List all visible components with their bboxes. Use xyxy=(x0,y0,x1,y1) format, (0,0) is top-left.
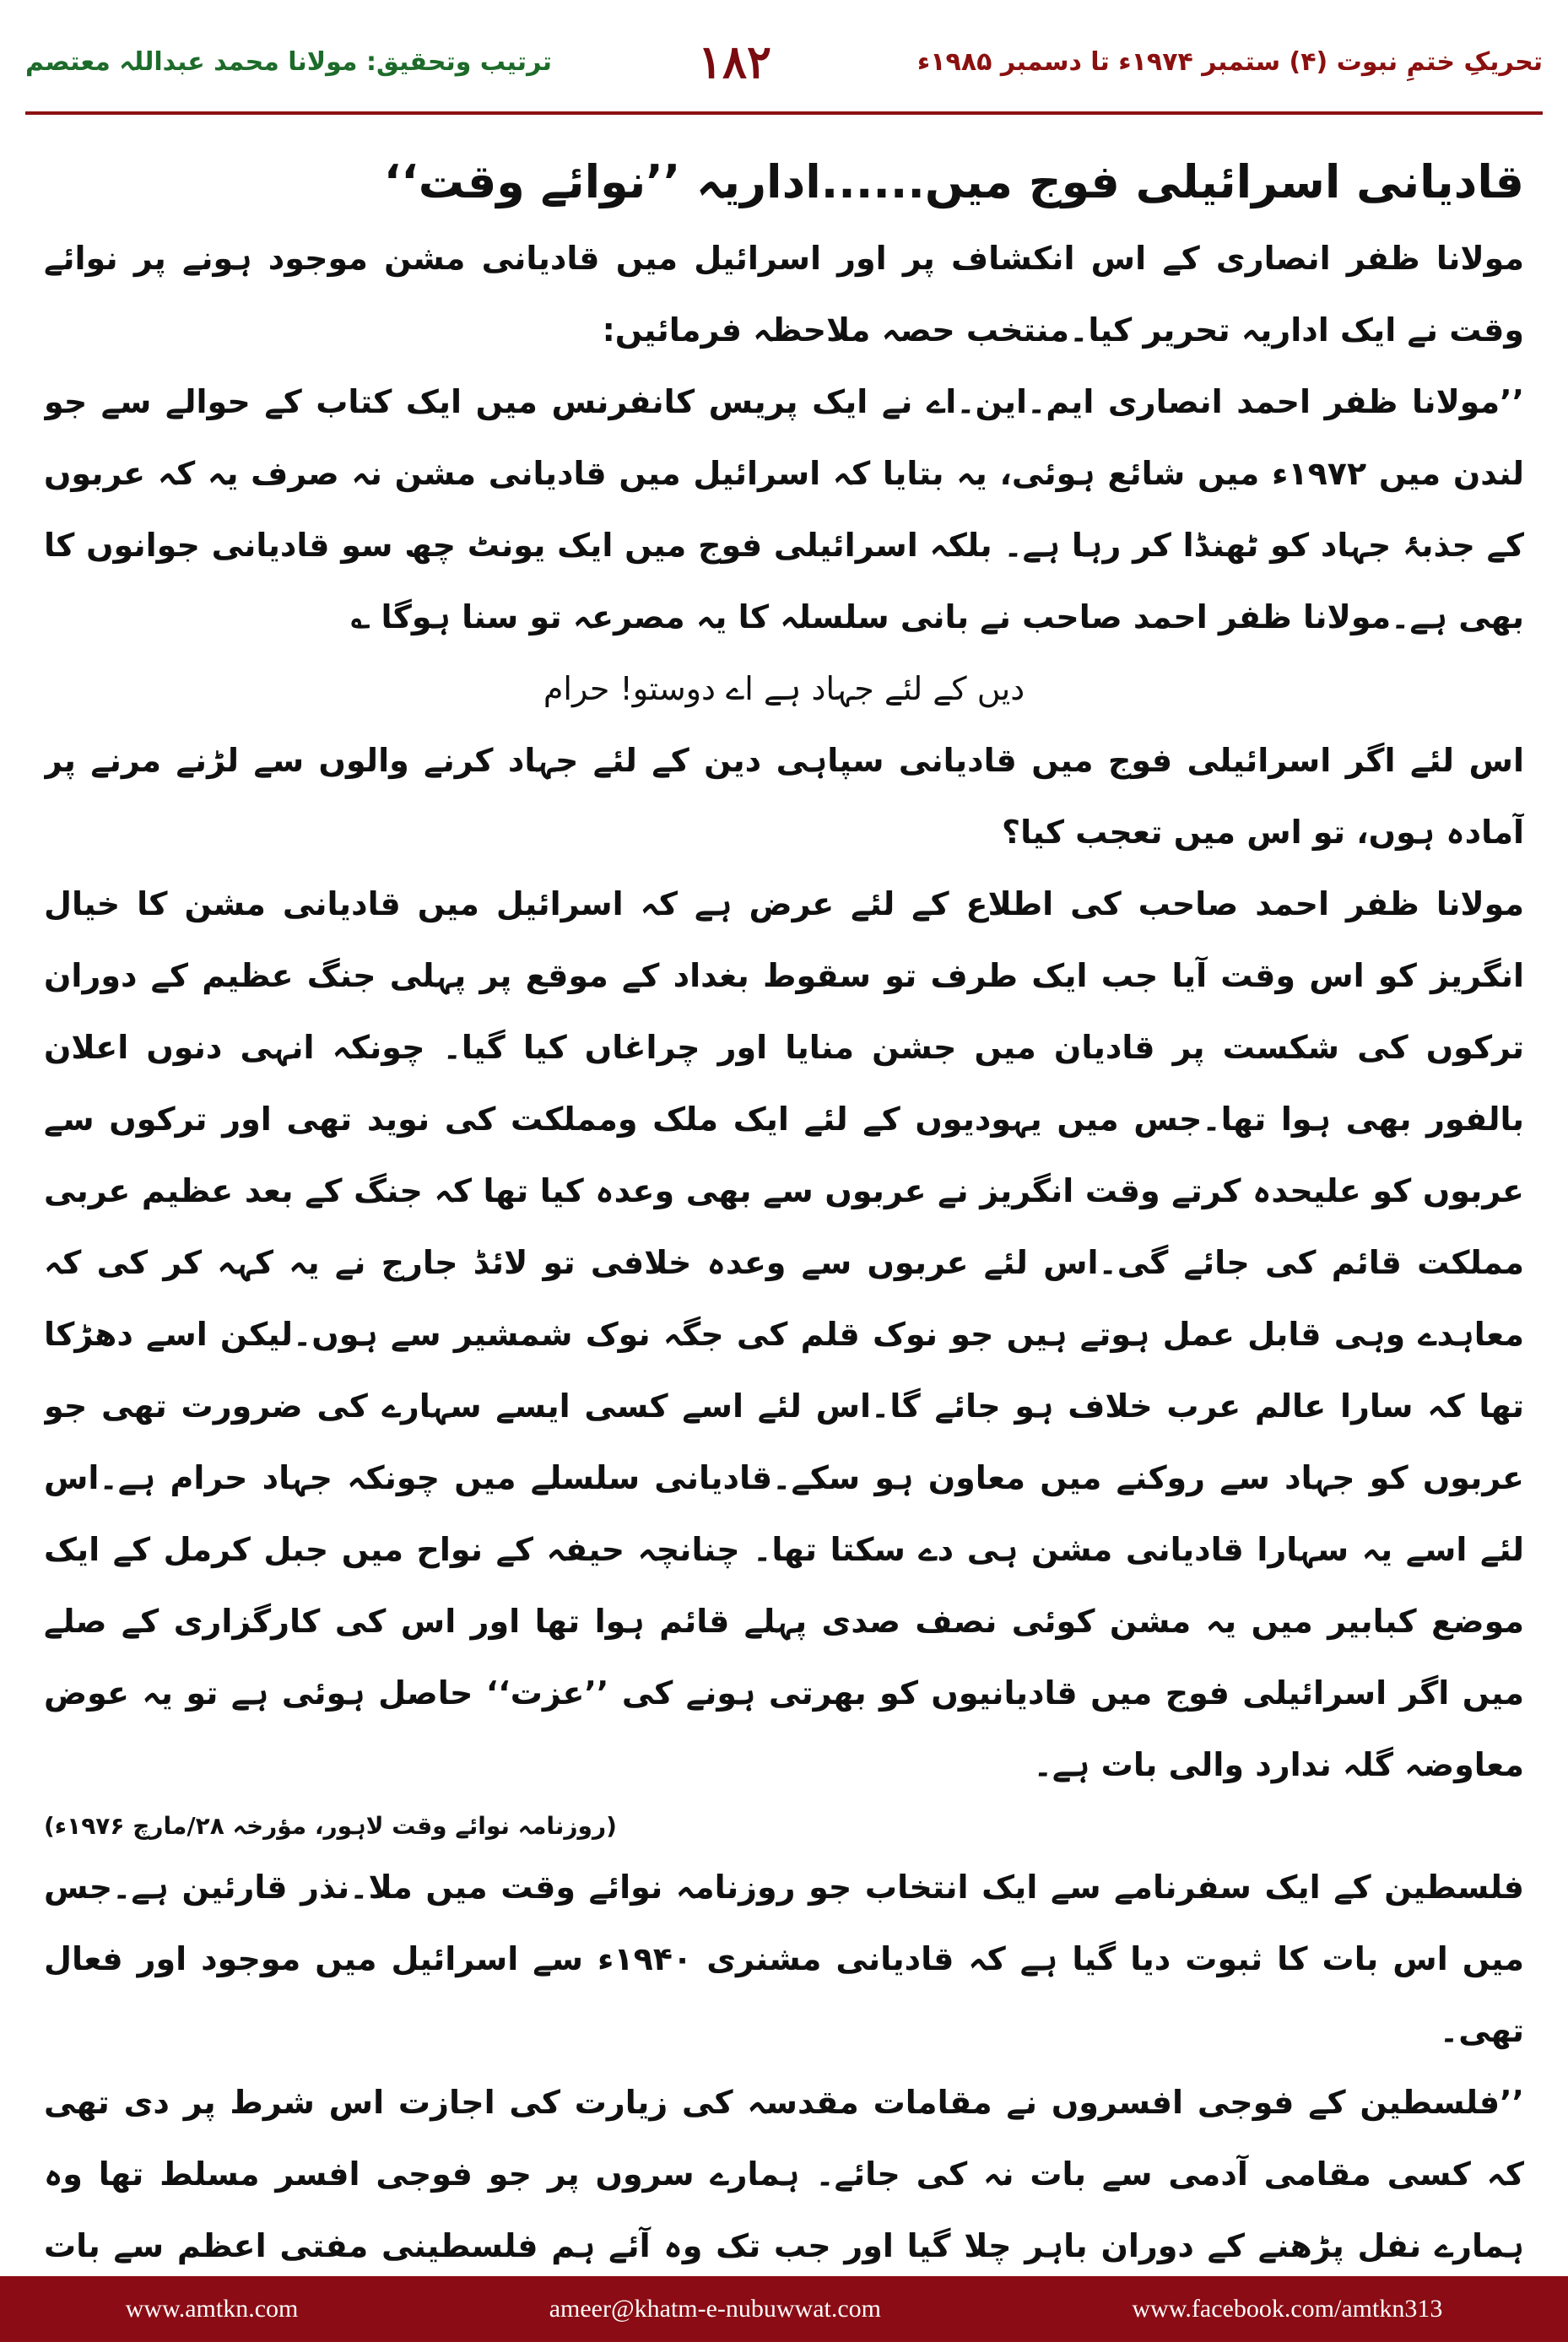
header-book-title: تحریکِ ختمِ نبوت (۴) ستمبر ۱۹۷۴ء تا دسمبر ۱۹۸۵ء xyxy=(916,46,1543,77)
paragraph-3: مولانا ظفر احمد صاحب کی اطلاع کے لئے عرض ہے کہ اسرائیل میں قادیانی مشن کا خیال انگریز کو اس وقت آیا جب ایک طرف تو سقوط بغداد کے موقع پر پہلی جنگ عظیم کے دوران ترکوں کی شکست پر قادیان میں جشن منایا اور چراغاں کیا گیا۔ چونکہ انہی دنوں اعلان بالفور بھی ہوا تھا۔جس میں یہودیوں کے لئے ایک ملک ومملکت کی نوید تھی اور ترکوں سے عربوں کو علیحدہ کرتے وقت انگریز نے عربوں سے بھی وعدہ کیا تھا کہ جنگ کے بعد عظیم عربی مملکت قائم کی جائے گی۔اس لئے عربوں سے وعدہ خلافی تو لائڈ جارج نے یہ کہہ کر کی کہ معاہدے وہی قابل عمل ہوتے ہیں جو نوک قلم کی جگہ نوک شمشیر سے ہوں۔لیکن اسے دھڑکا تھا کہ سارا عالم عرب خلاف ہو جائے گا۔اس لئے اسے کسی ایسے سہارے کی ضرورت تھی جو عربوں کو جہاد سے روکنے میں معاون ہو سکے۔قادیانی سلسلے میں چونکہ جہاد حرام ہے۔اس لئے اسے یہ سہارا قادیانی مشن ہی دے سکتا تھا۔ چنانچہ حیفہ کے نواح میں جبل کرمل کے ایک موضع کبابیر میں یہ مشن کوئی نصف صدی پہلے قائم ہوا تھا اور اس کی کارگزاری کے صلے میں اگر اسرائیلی فوج میں قادیانیوں کو بھرتی ہونے کی ’’عزت‘‘ حاصل ہوئی ہے تو یہ عوض معاوضہ گلہ ندارد والی بات ہے۔ xyxy=(44,885,1524,1783)
verse-line: دیں کے لئے جہاد ہے اے دوستو! حرام xyxy=(543,670,1025,707)
paragraph-quote-1: ’’مولانا ظفر احمد انصاری ایم۔این۔اے نے ایک پریس کانفرنس میں ایک کتاب کے حوالے سے جو لندن میں ۱۹۷۲ء میں شائع ہوئی، یہ بتایا کہ اسرائیل میں قادیانی مشن نہ صرف یہ کہ عربوں کے جذبۂ جہاد کو ٹھنڈا کر رہا ہے۔ بلکہ اسرائیلی فوج میں ایک یونٹ چھ سو قادیانی جوانوں کا بھی ہے۔مولانا ظفر احمد صاحب نے بانی سلسلہ کا یہ مصرعہ تو سنا ہوگا ؎ xyxy=(44,383,1524,636)
paragraph-intro: مولانا ظفر انصاری کے اس انکشاف پر اور اسرائیل میں قادیانی مشن موجود ہونے پر نوائے وقت نے ایک اداریہ تحریر کیا۔منتخب حصہ ملاحظہ فرمائیں: xyxy=(44,240,1524,349)
footer-facebook-link[interactable]: www.facebook.com/amtkn313 xyxy=(1132,2295,1443,2323)
page-footer xyxy=(0,2276,1568,2342)
footer-website-link[interactable]: www.amtkn.com xyxy=(125,2295,299,2323)
footer-email-link[interactable]: ameer@khatm-e-nubuwwat.com xyxy=(549,2295,882,2323)
paragraph-5: ’’فلسطین کے فوجی افسروں نے مقامات مقدسہ کی زیارت کی اجازت اس شرط پر دی تھی کہ کسی مقامی آدمی سے بات نہ کی جائے۔ ہمارے سروں پر جو فوجی افسر مسلط تھا وہ ہمارے نفل پڑھنے کے دوران باہر چلا گیا اور جب تک وہ آئے ہم فلسطینی مفتی اعظم سے بات xyxy=(44,2084,1524,2264)
header-author: ترتیب وتحقیق: مولانا محمد عبداللہ معتصم xyxy=(25,46,552,77)
page-number: ۱۸۲ xyxy=(697,35,771,89)
page-header xyxy=(25,15,1543,108)
citation: (روزنامہ نوائے وقت لاہور، مؤرخہ ۲۸/مارچ ۱۹۷۶ء) xyxy=(44,1812,617,1840)
paragraph-4: فلسطین کے ایک سفرنامے سے ایک انتخاب جو روزنامہ نوائے وقت میں ملا۔نذر قارئین ہے۔جس میں اس بات کا ثبوت دیا گیا ہے کہ قادیانی مشنری ۱۹۴۰ء سے اسرائیل میں موجود اور فعال تھی۔ xyxy=(44,1869,1524,2049)
article-body xyxy=(44,142,1524,2269)
article-title: قادیانی اسرائیلی فوج میں......اداریہ ’’نوائے وقت‘‘ xyxy=(383,155,1524,208)
paragraph-2: اس لئے اگر اسرائیلی فوج میں قادیانی سپاہی دین کے لئے جہاد کرنے والوں سے لڑنے مرنے پر آمادہ ہوں، تو اس میں تعجب کیا؟ xyxy=(44,742,1524,851)
header-divider xyxy=(25,111,1543,115)
